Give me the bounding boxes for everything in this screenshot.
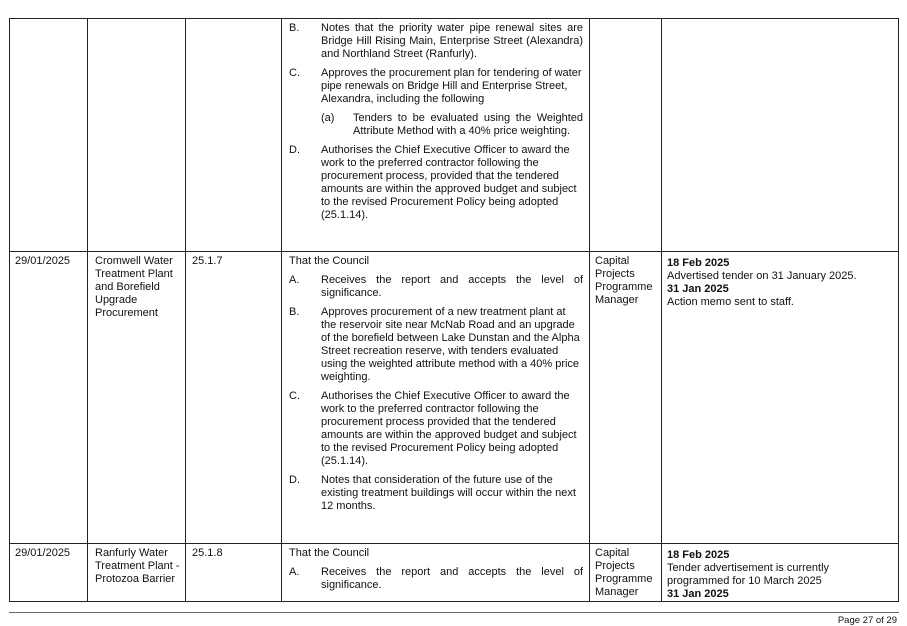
resolution-text: Receives the report and accepts the level of significance. [321, 274, 583, 299]
resolution-item [289, 390, 583, 468]
item-title: Ranfurly Water Treatment Plant - Protozoa Barrier [95, 547, 180, 585]
action-updates [667, 549, 893, 601]
row-divider [10, 543, 898, 544]
resolution-text: Authorises the Chief Executive Officer to award the work to the preferred contractor following the procurement process provided that the tendered amounts are within the approved budget and subject to the revised Procurement Policy being adopted (25.1.14). [321, 390, 577, 467]
column-divider [661, 19, 662, 601]
resolution-cell [289, 255, 583, 519]
resolution-text: Authorises the Chief Executive Officer to award the work to the preferred contractor following the procurement process, provided that the tendered amounts are within the approved budget and subject to the revised Procurement Policy being adopted (25.1.14). [321, 144, 577, 221]
footer-rule [9, 612, 899, 613]
resolution-item [289, 67, 583, 106]
update-date: 18 Feb 2025 [667, 257, 730, 269]
resolution-text: Receives the report and accepts the level of significance. [321, 566, 583, 591]
column-divider [185, 19, 186, 601]
actions-table [9, 18, 899, 602]
resolution-item [289, 306, 583, 384]
row-divider [10, 251, 898, 252]
resolution-text: Approves procurement of a new treatment plant at the reservoir site near McNab Road and an upgrade of the borefield between Lake Dunstan and the Alpha Street recreation reserve, with tenders evaluated using the weighted attribute method with a 40% price weighting. [321, 306, 580, 383]
resolution-letter: D. [289, 144, 300, 156]
column-divider [589, 19, 590, 601]
action-updates [667, 257, 893, 309]
resolution-ref: 25.1.7 [192, 255, 223, 267]
resolution-ref: 25.1.8 [192, 547, 223, 559]
update-date: 18 Feb 2025 [667, 549, 730, 561]
resolution-subletter: (a) [321, 112, 335, 124]
update-date: 31 Jan 2025 [667, 283, 729, 295]
update-date: 31 Jan 2025 [667, 588, 729, 600]
resolution-text: Notes that the priority water pipe renewal sites are Bridge Hill Rising Main, Enterprise Street (Alexandra) and Northland Street (Ranfurly). [321, 22, 583, 60]
resolution-letter: C. [289, 67, 300, 79]
resolution-item [289, 566, 583, 592]
page-number: Page 27 of 29 [837, 615, 897, 626]
meeting-date: 29/01/2025 [15, 547, 71, 559]
update-text: Action memo sent to staff. [667, 296, 794, 308]
resolution-subitem [321, 112, 583, 138]
item-title: Cromwell Water Treatment Plant and Borefield Upgrade Procurement [95, 255, 173, 319]
update-text: Advertised tender on 31 January 2025. [667, 270, 857, 282]
resolution-text: Notes that consideration of the future use of the existing treatment buildings will occur within the next 12 months. [321, 474, 576, 512]
resolution-letter: A. [289, 274, 300, 286]
responsible-officer: Capital Projects Programme Manager [595, 255, 653, 306]
resolution-item [289, 22, 583, 61]
resolution-item [289, 274, 583, 300]
resolution-item [289, 474, 583, 513]
resolution-intro: That the Council [289, 255, 370, 267]
resolution-letter: A. [289, 566, 300, 578]
resolution-cell-continued [289, 22, 583, 228]
meeting-date: 29/01/2025 [15, 255, 71, 267]
update-text: Tender advertisement is currently programmed for 10 March 2025 [667, 562, 830, 587]
resolution-text: Approves the procurement plan for tendering of water pipe renewals on Bridge Hill and Enterprise Street, Alexandra, including the following [321, 67, 582, 105]
resolution-letter: B. [289, 22, 300, 34]
resolution-cell [289, 547, 583, 598]
resolution-intro: That the Council [289, 547, 370, 559]
resolution-item [289, 144, 583, 222]
column-divider [281, 19, 282, 601]
column-divider [87, 19, 88, 601]
resolution-text: Tenders to be evaluated using the Weighted Attribute Method with a 40% price weighting. [353, 112, 583, 137]
resolution-letter: D. [289, 474, 300, 486]
responsible-officer: Capital Projects Programme Manager [595, 547, 653, 598]
resolution-letter: C. [289, 390, 300, 402]
resolution-letter: B. [289, 306, 300, 318]
